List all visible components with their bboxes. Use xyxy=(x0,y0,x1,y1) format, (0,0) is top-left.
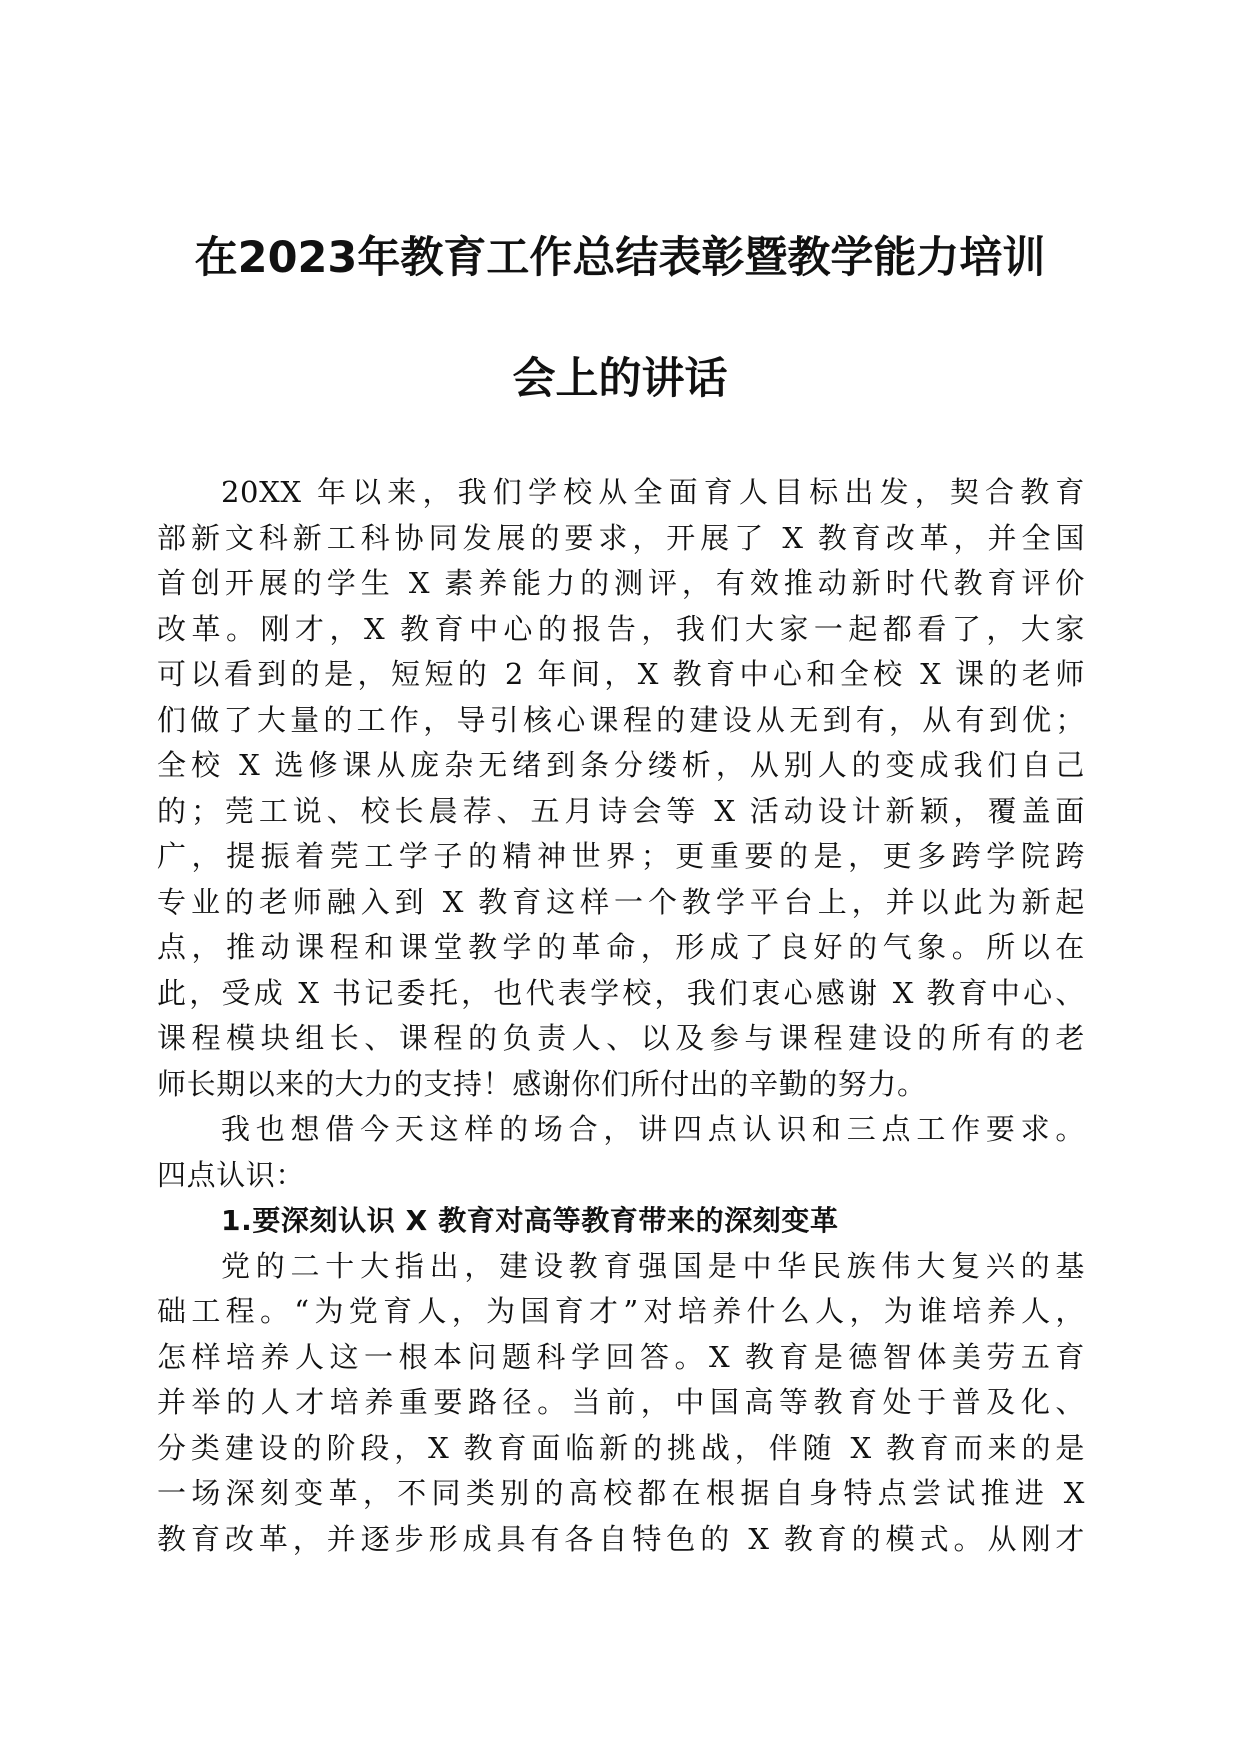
body-line: 点，推动课程和课堂教学的革命，形成了良好的气象。所以在 xyxy=(157,930,1085,964)
body-line: 并举的人才培养重要路径。当前，中国高等教育处于普及化、 xyxy=(157,1385,1085,1419)
body-line: 首创开展的学生 X 素养能力的测评，有效推动新时代教育评价 xyxy=(157,566,1085,600)
body-line: 专业的老师融入到 X 教育这样一个教学平台上，并以此为新起 xyxy=(157,884,1085,919)
body-line: 们做了大量的工作，导引核心课程的建设从无到有，从有到优； xyxy=(157,702,1085,737)
body-line: 20XX 年以来，我们学校从全面育人目标出发，契合教育 xyxy=(221,475,1085,509)
document-title-line-2: 会上的讲话 xyxy=(512,354,728,404)
body-line: 分类建设的阶段，X 教育面临新的挑战，伴随 X 教育而来的是 xyxy=(157,1430,1085,1465)
document-title-line-1: 在2023年教育工作总结表彰暨教学能力培训 xyxy=(194,233,1046,283)
body-line: 全校 X 选修课从庞杂无绪到条分缕析，从别人的变成我们自己 xyxy=(157,748,1085,782)
body-line: 此，受成 X 书记委托，也代表学校，我们衷心感谢 X 教育中心、 xyxy=(157,975,1085,1010)
body-line: 的；莞工说、校长晨荐、五月诗会等 X 活动设计新颖，覆盖面 xyxy=(157,793,1085,828)
body-line: 党的二十大指出，建设教育强国是中华民族伟大复兴的基 xyxy=(221,1248,1085,1283)
body-line: 怎样培养人这一根本问题科学回答。X 教育是德智体美劳五育 xyxy=(157,1339,1085,1374)
document-body xyxy=(157,470,1085,1562)
body-line: 可以看到的是，短短的 2 年间，X 教育中心和全校 X 课的老师 xyxy=(157,657,1085,691)
body-line: 一场深刻变革，不同类别的高校都在根据自身特点尝试推进 X xyxy=(157,1476,1085,1510)
body-line: 广，提振着莞工学子的精神世界；更重要的是，更多跨学院跨 xyxy=(157,839,1085,873)
section-heading: 1.要深刻认识 X 教育对高等教育带来的深刻变革 xyxy=(221,1204,839,1237)
body-line: 四点认识： xyxy=(157,1157,306,1192)
body-line: 师长期以来的大力的支持！感谢你们所付出的辛勤的努力。 xyxy=(157,1066,927,1101)
body-line: 课程模块组长、课程的负责人、以及参与课程建设的所有的老 xyxy=(157,1021,1085,1055)
body-line: 教育改革，并逐步形成具有各自特色的 X 教育的模式。从刚才 xyxy=(157,1521,1085,1556)
body-line: 部新文科新工科协同发展的要求，开展了 X 教育改革，并全国 xyxy=(157,520,1085,555)
body-line: 础工程。“为党育人，为国育才”对培养什么人，为谁培养人， xyxy=(157,1294,1085,1328)
body-line: 我也想借今天这样的场合，讲四点认识和三点工作要求。 xyxy=(221,1112,1085,1146)
body-line: 改革。刚才，X 教育中心的报告，我们大家一起都看了，大家 xyxy=(157,611,1085,646)
